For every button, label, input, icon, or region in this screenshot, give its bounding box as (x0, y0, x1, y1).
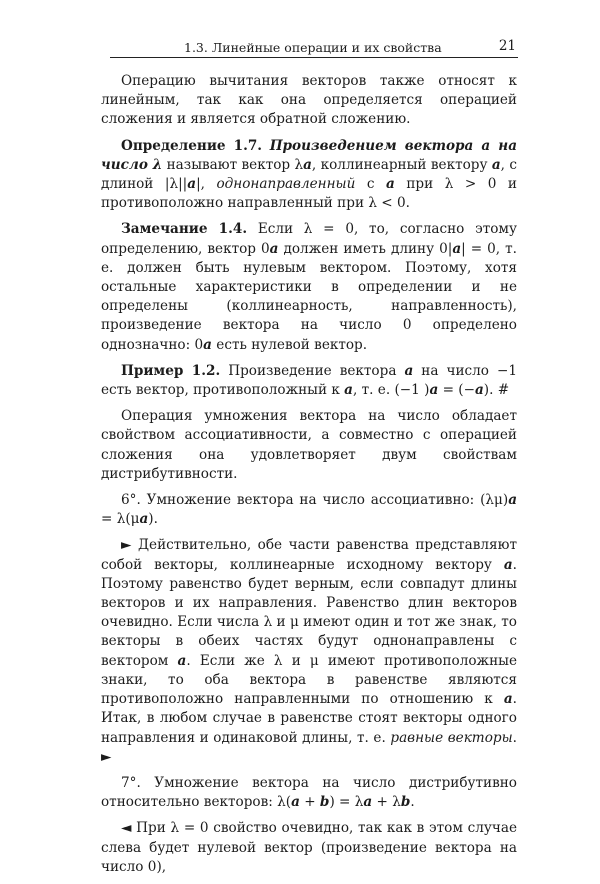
italic-term: равные векторы (390, 729, 513, 746)
definition-term: Произведением вектора a на число λ (101, 137, 518, 173)
example-label: Пример 1.2. (121, 362, 221, 379)
vector-a: a (452, 240, 462, 257)
vector-a: a (508, 492, 517, 509)
vector-a: a (187, 176, 197, 193)
vector-a: a (303, 156, 312, 173)
property-7: 7°. Умножение вектора на число дистрибутивно относительно векторов: λ(a + b) = λa + λb. (101, 774, 517, 811)
vector-a: a (269, 240, 279, 257)
vector-a: a (386, 176, 395, 193)
vector-a: a (203, 336, 212, 353)
vector-a: a (429, 382, 439, 399)
vector-b: b (319, 794, 330, 811)
definition-label: Определение 1.7. (121, 137, 263, 154)
remark-1-4: Замечание 1.4. Если λ = 0, то, согласно этому определению, вектор 0a должен иметь длину 0|a| = 0, т. е. должен быть нулевым вектором. Поэтому, хотя остальные характеристики в определении и не определены (коллинеарность, направленность), произведение вектора на число 0 определено однозначно: 0a есть нулевой вектор. (101, 221, 517, 353)
proof-property-6: ► Действительно, обе части равенства представляют собой векторы, коллинеарные исходному вектору a. Поэтому равенство будет верным, если совпадут длины векторов и их направления. Равенство длин векторов очевидно. Если числа λ и μ имеют один и тот же знак, то векторы в обеих частях будут однонаправлены с вектором a. Если же λ и μ имеют противоположные знаки, то оба вектора в равенстве являются противоположно направленными по отношению к a. Итак, в любом случае в равенстве стоят векторы одного направления и одинаковой длины, т. е. равные векторы. ► (101, 537, 517, 765)
vector-a: a (139, 511, 149, 528)
vector-a: a (291, 794, 300, 811)
remark-label: Замечание 1.4. (121, 221, 248, 238)
vector-a: a (177, 652, 187, 669)
paragraph-multiplication: Операция умножения вектора на число обладает свойством ассоциативности, а совместно с операцией сложения она удовлетворяет двум свойствам дистрибутивности. (101, 408, 517, 482)
proof-property-7: ◄ При λ = 0 свойство очевидно, так как в этом случае слева будет нулевой вектор (произведение вектора на число 0), (101, 820, 517, 875)
vector-a: a (363, 794, 373, 811)
definition-1-7: Определение 1.7. Произведением вектора a на число λ называют вектор λa, коллинеарный вектору a, с длиной |λ||a|, однонаправленный с a при λ > 0 и противоположно направленный при λ < 0. (101, 137, 518, 212)
vector-a: a (404, 362, 414, 379)
page-number: 21 (498, 38, 516, 54)
example-1-2: Пример 1.2. Произведение вектора a на число −1 есть вектор, противоположный к a, т. е. (−1 )a = (−a). # (101, 362, 517, 399)
proof-start-marker: ► (121, 537, 132, 554)
proof-end-marker: ► (101, 748, 112, 765)
vector-a: a (491, 156, 501, 173)
italic-term: однонаправленный (216, 176, 356, 193)
running-header (110, 37, 518, 58)
page-body (101, 72, 517, 884)
proof-start-marker: ◄ (121, 820, 132, 837)
vector-a: a (503, 556, 513, 573)
paragraph-subtraction: Операцию вычитания векторов также относят к линейным, так как она определяется операцией сложения и является обратной сложению. (101, 73, 517, 128)
section-title: 1.3. Линейные операции и их свойства (184, 40, 442, 55)
vector-b: b (400, 794, 411, 811)
vector-a: a (344, 382, 353, 399)
property-6: 6°. Умножение вектора на число ассоциативно: (λμ)a = λ(μa). (101, 492, 517, 528)
vector-a: a (474, 382, 484, 399)
vector-a: a (503, 691, 513, 708)
